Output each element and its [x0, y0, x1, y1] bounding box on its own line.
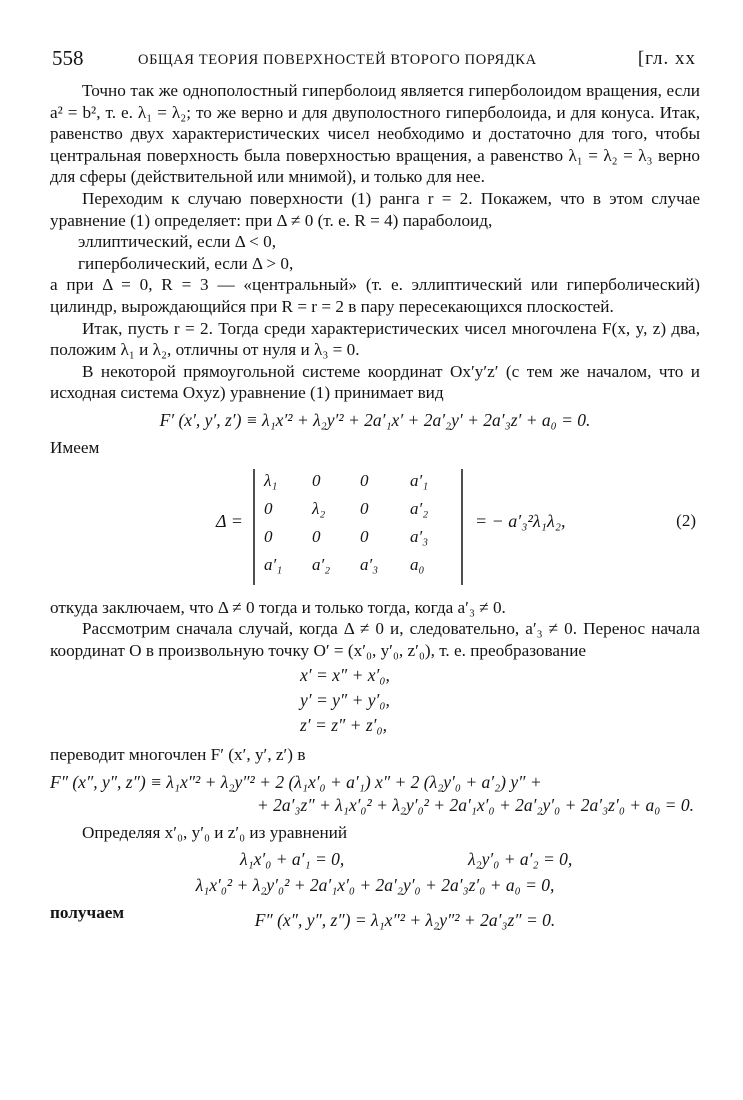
equation: λ₂y′₀ + a′₂ = 0,: [468, 849, 573, 870]
page-number: 558: [52, 46, 84, 70]
chapter-ref: [гл. xx: [637, 48, 696, 69]
transform-line: z′ = z″ + z′₀,: [300, 715, 387, 736]
equation: F″ (x″, y″, z″) = λ₁x″² + λ₂y″² + 2a′₃z″ = 0.: [254, 910, 556, 931]
matrix-cell: a′₁: [264, 554, 283, 574]
matrix-cell: 0: [264, 526, 273, 546]
paragraph: Итак, пусть r = 2. Тогда среди характеристических чисел многочлена F(x, y, z) два, положим λ₁ и λ₂, отличны от нуля и λ₃ = 0.: [50, 318, 700, 360]
equation: λ₁x′₀ + a′₁ = 0,: [240, 849, 345, 870]
matrix-cell: a′₁: [410, 470, 429, 490]
equation: λ₁x′₀² + λ₂y′₀² + 2a′₁x′₀ + 2a′₂y′₀ + 2a′₃z′₀ + a₀ = 0,: [195, 875, 555, 896]
equation-number: (2): [676, 510, 696, 530]
paragraph: Определяя x′₀, y′₀ и z′₀ из уравнений: [82, 822, 348, 842]
matrix-cell: a′₃: [360, 554, 379, 574]
paragraph: Имеем: [50, 437, 100, 457]
running-title: ОБЩАЯ ТЕОРИЯ ПОВЕРХНОСТЕЙ ВТОРОГО ПОРЯДКА: [138, 52, 537, 68]
paragraph: переводит многочлен F′ (x′, y′, z′) в: [50, 745, 306, 765]
equation: + 2a′₃z″ + λ₁x′₀² + λ₂y′₀² + 2a′₁x′₀ + 2a′₂y′₀ + 2a′₃z′₀ + a₀ = 0.: [256, 794, 694, 815]
paragraph: откуда заключаем, что Δ ≠ 0 тогда и только тогда, когда a′₃ ≠ 0.: [50, 597, 506, 617]
paragraph: Точно так же однополостный гиперболоид является гиперболоидом вращения, если a² = b², т. е. λ₁ = λ₂; то же верно и для двуполостного гиперболоида, и для конуса. Итак, равенство двух характеристических чисел необходимо и достаточно для того, чтобы центральная поверхность была поверхностью вращения, а равенство λ₁ = λ₂ = λ₃ верно для сферы (действительной или мнимой), и только для нее.: [50, 81, 700, 187]
equation-system-row: [50, 849, 700, 875]
book-page: [50, 46, 700, 937]
determinant-equation: [50, 467, 700, 587]
matrix-cell: 0: [312, 526, 321, 546]
matrix-cell: λ₁: [264, 470, 278, 490]
matrix-cell: a′₃: [410, 526, 429, 546]
det-lhs: Δ =: [216, 510, 243, 531]
matrix-cell: 0: [360, 498, 369, 518]
paragraph: получаем: [50, 903, 125, 923]
matrix-cell: 0: [312, 470, 321, 490]
running-header: [50, 46, 700, 80]
paragraph: Переходим к случаю поверхности (1) ранга r = 2. Покажем, что в этом случае уравнение (1) определяет: при Δ ≠ 0 (т. е. R = 4) параболоид,: [50, 188, 700, 230]
matrix-cell: 0: [264, 498, 273, 518]
condition-line: эллиптический, если Δ < 0,: [78, 232, 277, 252]
matrix-cell: 0: [360, 526, 369, 546]
transform-line: y′ = y″ + y′₀,: [300, 690, 390, 711]
paragraph: В некоторой прямоугольной системе координат Ox′y′z′ (с тем же началом, что и исходная система Oxyz) уравнение (1) принимает вид: [50, 361, 700, 403]
matrix-cell: a′₂: [410, 498, 429, 518]
equation: F′ (x′, y′, z′) ≡ λ₁x′² + λ₂y′² + 2a′₁x′ + 2a′₂y′ + 2a′₃z′ + a₀ = 0.: [159, 409, 591, 430]
paragraph: а при Δ = 0, R = 3 — «центральный» (т. е. эллиптический или гиперболический) цилиндр, вырождающийся при R = r = 2 в пару пересекающихся плоскостей.: [50, 275, 700, 316]
matrix-cell: a′₂: [312, 554, 331, 574]
transformation: [300, 663, 700, 738]
matrix-cell: a₀: [410, 554, 425, 574]
matrix-cell: λ₂: [312, 498, 326, 518]
equation: F″ (x″, y″, z″) ≡ λ₁x″² + λ₂y″² + 2 (λ₁x′₀ + a′₁) x″ + 2 (λ₂y′₀ + a′₂) y″ +: [50, 771, 542, 792]
transform-line: x′ = x″ + x′₀,: [300, 665, 390, 686]
det-rhs: = − a′₃²λ₁λ₂,: [475, 510, 566, 531]
determinant-bars: [250, 467, 466, 587]
matrix-cell: 0: [360, 470, 369, 490]
condition-line: гиперболический, если Δ > 0,: [78, 253, 294, 273]
paragraph: Рассмотрим сначала случай, когда Δ ≠ 0 и, следовательно, a′₃ ≠ 0. Перенос начала координат O в произвольную точку O′ = (x′₀, y′₀, z′₀), т. е. преобразование: [50, 619, 700, 660]
